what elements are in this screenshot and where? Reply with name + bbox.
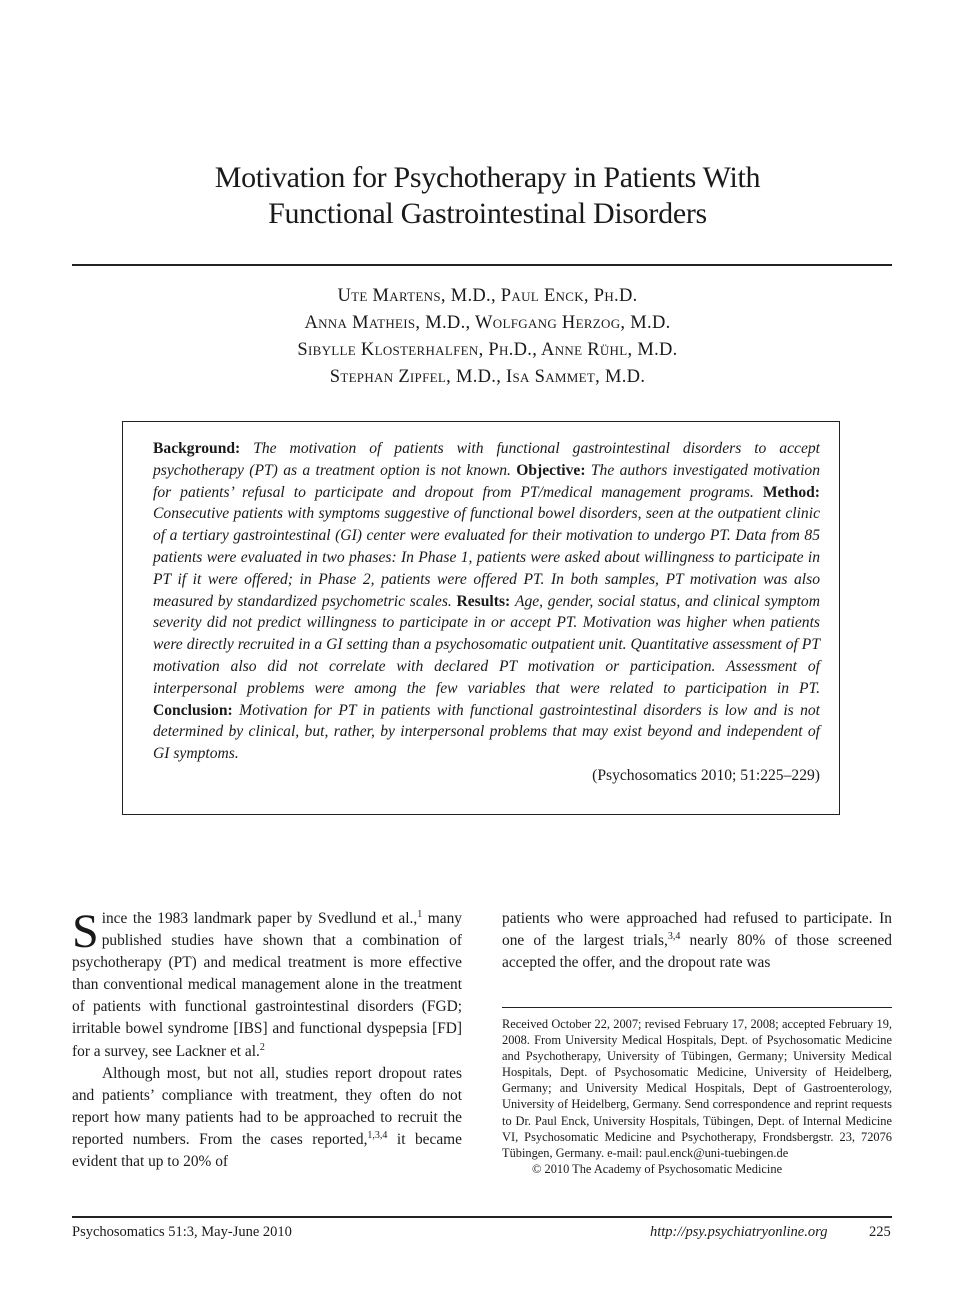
body-text: it became evident that up to 20% of <box>72 1130 462 1171</box>
body-column-left <box>72 905 462 1173</box>
abstract-background-text: The motivation of patients with functional gastrointestinal disorders to accept psychotherapy (PT) as a treatment option is not known. <box>153 440 821 479</box>
author-list <box>0 283 975 391</box>
abstract-conclusion-text: Motivation for PT in patients with functional gastrointestinal disorders is low and is not determined by clinical, but, rather, by interpersonal problems that may exist beyond and independent of GI symptoms. <box>153 701 821 763</box>
author-line-2: Anna Matheis, M.D., Wolfgang Herzog, M.D. <box>304 313 671 333</box>
body-text: nearly 80% of those screened accepted the offer, and the dropout rate was <box>502 932 892 972</box>
title-divider <box>72 264 892 266</box>
body-column-right <box>502 908 892 974</box>
footnote <box>502 1016 892 1177</box>
reference-superscript: 2 <box>259 1041 265 1053</box>
abstract-results-text: Age, gender, social status, and clinical symptom severity did not predict willingness to participate in or accept PT. Motivation was higher when patients were directly recruited in a GI setting than a psychosomatic outpatient unit. Quantitative assessment of PT motivation also did not correlate with declared PT motivation or participation. Assessment of interpersonal problems were among the few variables that were related to participation in PT. <box>153 592 820 697</box>
journal-citation: Psychosomatics 51:3, May-June 2010 <box>72 1224 292 1240</box>
reference-superscript: 3,4 <box>667 930 681 942</box>
footnote-divider <box>502 1007 892 1008</box>
abstract-results-label: Results: <box>456 592 515 610</box>
abstract-text <box>153 438 820 787</box>
body-paragraph-2 <box>72 1063 462 1173</box>
author-line-3: Sibylle Klosterhalfen, Ph.D., Anne Rühl, M.D. <box>297 340 678 360</box>
abstract-background-label: Background: <box>153 440 254 457</box>
abstract-method-label: Method: <box>762 483 820 501</box>
abstract-objective-text: The authors investigated motivation for patients’ refusal to participate and dropout from PT/medical management programs. <box>153 461 821 501</box>
author-line-1: Ute Martens, M.D., Paul Enck, Ph.D. <box>337 286 638 306</box>
reference-superscript: 1,3,4 <box>367 1129 388 1141</box>
journal-url[interactable]: http://psy.psychiatryonline.org <box>650 1224 828 1240</box>
body-text: patients who were approached had refused to participate. In one of the largest trials, <box>502 910 892 950</box>
footer-divider <box>72 1216 892 1218</box>
author-line-4: Stephan Zipfel, M.D., Isa Sammet, M.D. <box>329 367 646 387</box>
page-number: 225 <box>869 1224 891 1240</box>
reference-superscript: 1 <box>417 908 423 920</box>
footnote-text: Received October 22, 2007; revised February 17, 2008; accepted February 19, 2008. From University Medical Hospitals, Dept. of Psychosomatic Medicine and Psychotherapy, University of Tübingen, Germany; University Medical Hospitals, Dept. of Psychosomatic Medicine, University of Heidelberg, Germany; and University Medical Hospitals, Dept of Gastroenterology, University of Heidelberg, Germany. Send correspondence and reprint requests to Dr. Paul Enck, University Hospitals, Tübingen, Dept. of Internal Medicine VI, Psychosomatic Medicine and Psychotherapy, Frondsbergstr. 23, 72076 Tübingen, Germany. e-mail: paul.enck@uni-tuebingen.de <box>502 1017 892 1160</box>
abstract-method-text: Consecutive patients with symptoms suggestive of functional bowel disorders, seen at the outpatient clinic of a tertiary gastrointestinal (GI) center were evaluated for their motivation to undergo PT. Data from 85 patients were evaluated in two phases: In Phase 1, patients were asked about willingness to participate in PT if it were offered; in Phase 2, patients were offered PT. In both samples, PT motivation was also measured by standardized psychometric scales. <box>153 505 820 610</box>
abstract-box <box>122 421 840 815</box>
title-line-2: Functional Gastrointestinal Disorders <box>268 197 707 230</box>
abstract-conclusion-label: Conclusion: <box>153 701 240 719</box>
abstract-citation: (Psychosomatics 2010; 51:225–229) <box>592 766 820 784</box>
drop-cap: S <box>72 905 99 958</box>
article-title <box>0 160 975 232</box>
body-paragraph-1 <box>72 905 462 1063</box>
body-text: many published studies have shown that a combination of psychotherapy (PT) and medical treatment is more effective than conventional medical management alone in the treatment of patients with functional gastrointestinal disorders (FGD; irritable bowel syndrome [IBS] and functional dyspepsia [FD] for a survey, see Lackner et al. <box>72 910 462 1060</box>
body-paragraph-3 <box>502 908 892 974</box>
copyright-notice: © 2010 The Academy of Psychosomatic Medicine <box>532 1161 783 1176</box>
body-text: Although most, but not all, studies report dropout rates and patients’ compliance with treatment, they often do not report how many patients had to be approached to recruit the reported numbers. From the cases reported, <box>72 1064 462 1148</box>
abstract-objective-label: Objective: <box>516 461 591 479</box>
title-line-1: Motivation for Psychotherapy in Patients With <box>214 161 761 194</box>
body-text: ince the 1983 landmark paper by Svedlund et al., <box>101 910 418 927</box>
